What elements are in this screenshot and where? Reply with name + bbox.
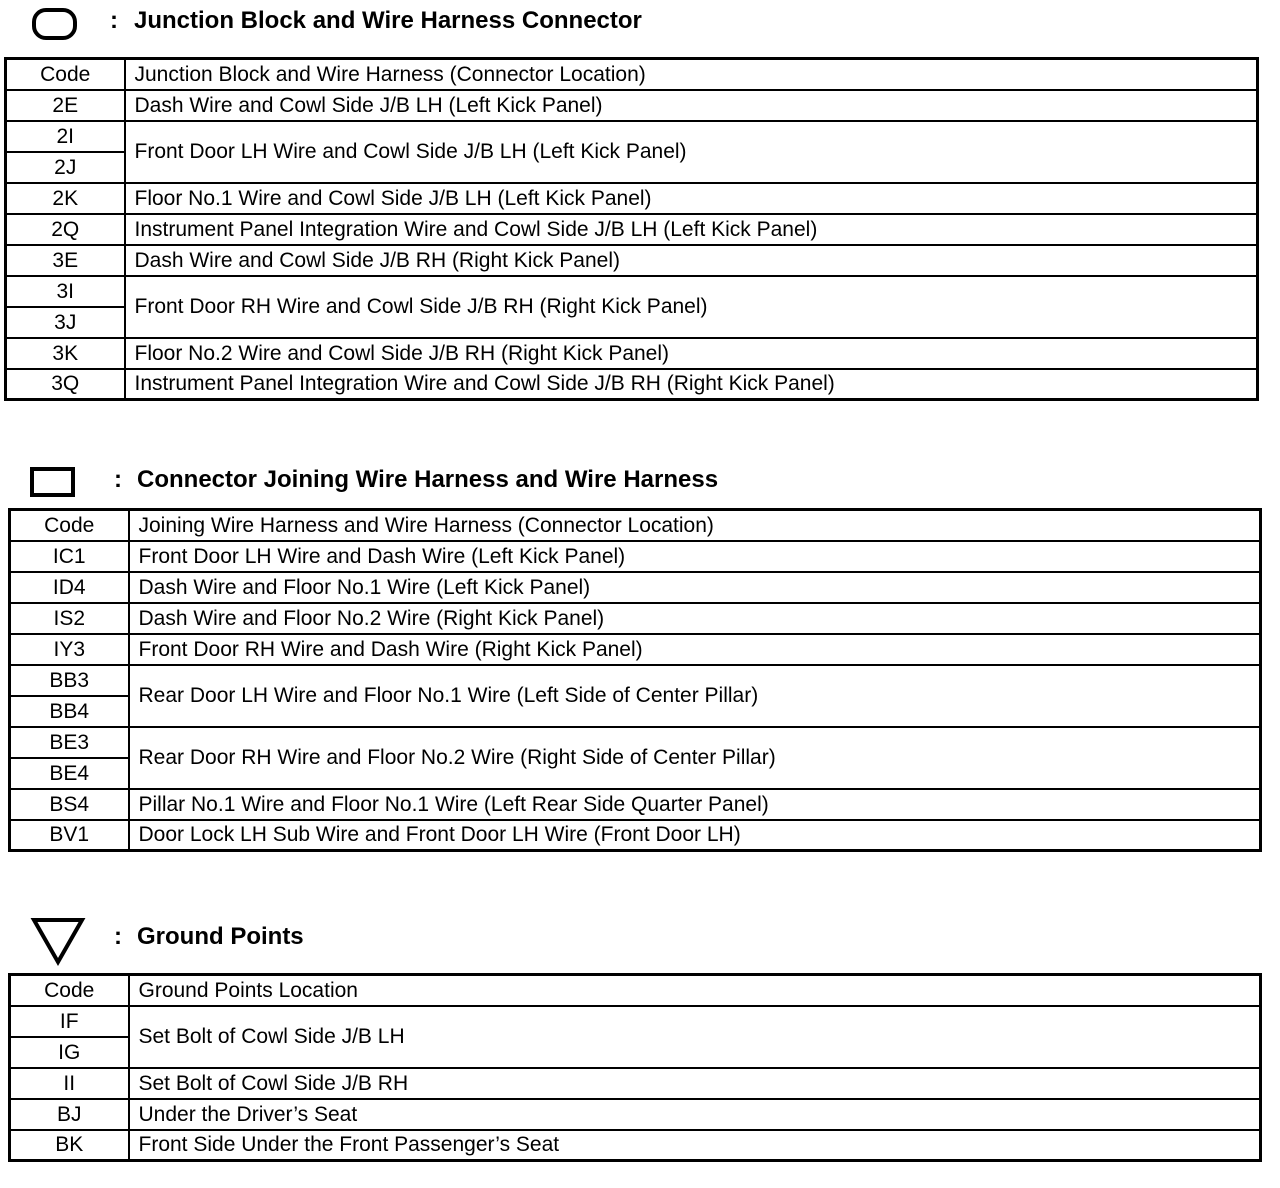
connector-location: Under the Driver’s Seat (129, 1099, 1261, 1130)
connector-code: BJ (10, 1099, 129, 1130)
connector-location: Dash Wire and Cowl Side J/B RH (Right Kick Panel) (125, 245, 1258, 276)
section-title: Ground Points (137, 923, 304, 950)
table-row (10, 727, 1261, 758)
connector-location: Dash Wire and Floor No.1 Wire (Left Kick Panel) (129, 572, 1261, 603)
header-code: Code (10, 510, 129, 541)
table-row (10, 789, 1261, 820)
table-row (10, 572, 1261, 603)
section-title: Junction Block and Wire Harness Connector (134, 7, 642, 34)
connector-code: 3I (6, 276, 125, 307)
rounded-rect-icon (30, 5, 78, 41)
table-row (6, 90, 1258, 121)
header-code: Code (6, 59, 125, 90)
junction-block-table (4, 57, 1259, 401)
connector-location: Dash Wire and Cowl Side J/B LH (Left Kick Panel) (125, 90, 1258, 121)
connector-location: Pillar No.1 Wire and Floor No.1 Wire (Left Rear Side Quarter Panel) (129, 789, 1261, 820)
connector-code: IC1 (10, 541, 129, 572)
header-location: Ground Points Location (129, 975, 1261, 1006)
rectangle-icon (28, 464, 78, 500)
connector-code: 2J (6, 152, 125, 183)
table-row (10, 665, 1261, 696)
connector-code: BE3 (10, 727, 129, 758)
connector-joining-table (8, 508, 1262, 852)
connector-location: Front Side Under the Front Passenger’s Seat (129, 1130, 1261, 1161)
connector-code: 2I (6, 121, 125, 152)
connector-code: 2K (6, 183, 125, 214)
header-location: Joining Wire Harness and Wire Harness (Connector Location) (129, 510, 1261, 541)
table-row (10, 603, 1261, 634)
connector-code: 2Q (6, 214, 125, 245)
connector-code: 3K (6, 338, 125, 369)
connector-code: BE4 (10, 758, 129, 789)
connector-location: Floor No.1 Wire and Cowl Side J/B LH (Left Kick Panel) (125, 183, 1258, 214)
connector-code: BV1 (10, 820, 129, 851)
connector-code: BB3 (10, 665, 129, 696)
section-colon: : (114, 923, 122, 950)
connector-location: Front Door LH Wire and Dash Wire (Left Kick Panel) (129, 541, 1261, 572)
header-location: Junction Block and Wire Harness (Connector Location) (125, 59, 1258, 90)
connector-location: Front Door RH Wire and Dash Wire (Right Kick Panel) (129, 634, 1261, 665)
connector-code: 3E (6, 245, 125, 276)
connector-code: IF (10, 1006, 129, 1037)
connector-code: 3J (6, 307, 125, 338)
table-row (6, 121, 1258, 152)
table-row (10, 1068, 1261, 1099)
connector-code: II (10, 1068, 129, 1099)
connector-location: Dash Wire and Floor No.2 Wire (Right Kick Panel) (129, 603, 1261, 634)
table-row (6, 276, 1258, 307)
table-header-row (6, 59, 1258, 90)
header-code: Code (10, 975, 129, 1006)
table-row (10, 634, 1261, 665)
down-triangle-icon (28, 914, 88, 970)
connector-code: IG (10, 1037, 129, 1068)
table-row (6, 183, 1258, 214)
connector-location: Instrument Panel Integration Wire and Cowl Side J/B RH (Right Kick Panel) (125, 369, 1258, 400)
connector-code: 2E (6, 90, 125, 121)
table-row (10, 1006, 1261, 1037)
connector-code: BS4 (10, 789, 129, 820)
connector-location: Door Lock LH Sub Wire and Front Door LH Wire (Front Door LH) (129, 820, 1261, 851)
connector-location: Front Door LH Wire and Cowl Side J/B LH (Left Kick Panel) (125, 121, 1258, 183)
connector-code: BK (10, 1130, 129, 1161)
connector-code: IS2 (10, 603, 129, 634)
table-row (6, 338, 1258, 369)
connector-location: Floor No.2 Wire and Cowl Side J/B RH (Right Kick Panel) (125, 338, 1258, 369)
connector-location: Rear Door LH Wire and Floor No.1 Wire (Left Side of Center Pillar) (129, 665, 1261, 727)
connector-location: Set Bolt of Cowl Side J/B RH (129, 1068, 1261, 1099)
section-title: Connector Joining Wire Harness and Wire Harness (137, 466, 719, 493)
connector-location: Rear Door RH Wire and Floor No.2 Wire (Right Side of Center Pillar) (129, 727, 1261, 789)
table-row (10, 541, 1261, 572)
table-row (10, 1130, 1261, 1161)
table-header-row (10, 510, 1261, 541)
table-row (6, 369, 1258, 400)
connector-location: Instrument Panel Integration Wire and Cowl Side J/B LH (Left Kick Panel) (125, 214, 1258, 245)
table-row (6, 245, 1258, 276)
section-connector-joining-header (0, 458, 1280, 502)
table-row (10, 820, 1261, 851)
table-header-row (10, 975, 1261, 1006)
connector-code: ID4 (10, 572, 129, 603)
connector-code: 3Q (6, 369, 125, 400)
section-colon: : (110, 7, 118, 34)
connector-location: Set Bolt of Cowl Side J/B LH (129, 1006, 1261, 1068)
connector-code: BB4 (10, 696, 129, 727)
section-colon: : (114, 466, 122, 493)
table-row (6, 214, 1258, 245)
table-row (10, 1099, 1261, 1130)
ground-points-table (8, 973, 1262, 1162)
section-ground-points-header (0, 912, 1280, 956)
connector-code: IY3 (10, 634, 129, 665)
section-junction-block-header (0, 0, 1280, 44)
connector-location: Front Door RH Wire and Cowl Side J/B RH (Right Kick Panel) (125, 276, 1258, 338)
